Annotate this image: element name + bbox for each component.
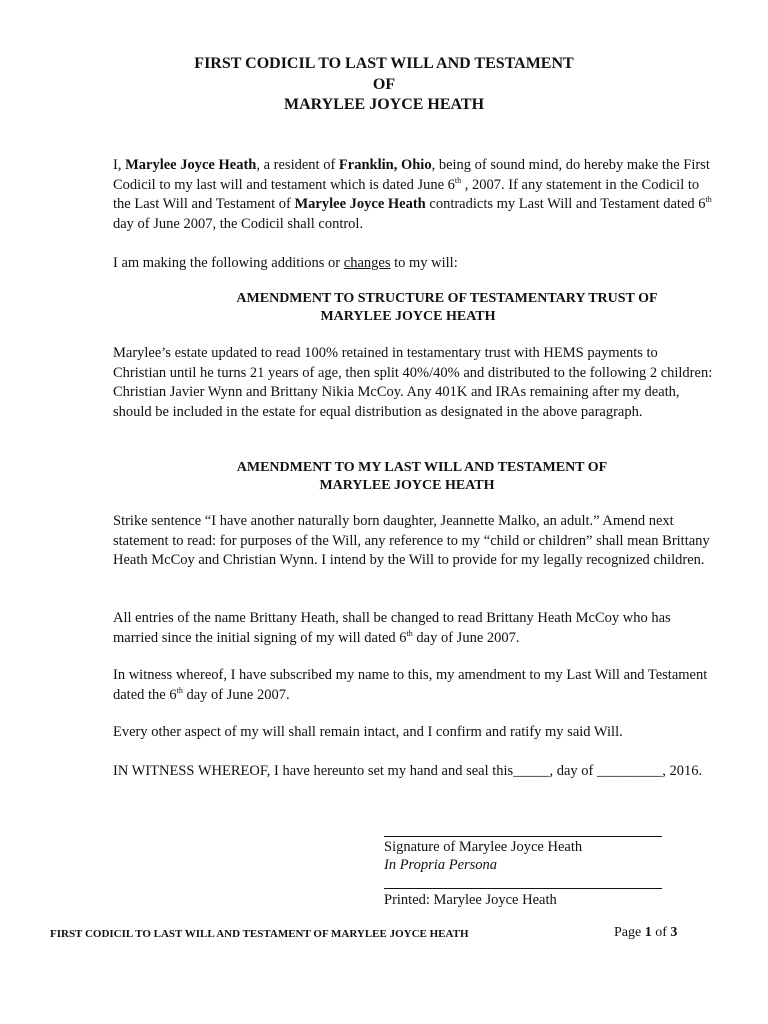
intro-text: , 2007. If any statement in the Codicil to the Last Will and Testament of [113, 176, 700, 213]
document-title-line1: FIRST CODICIL TO LAST WILL AND TESTAMENT [194, 55, 574, 72]
intro-text: day of June 2007, the Codicil shall control. [113, 215, 364, 232]
entries-text: day of June 2007. [412, 629, 520, 646]
printed-name-line [384, 888, 662, 889]
residence-place: Franklin, Ohio [338, 157, 432, 173]
footer-title: FIRST CODICIL TO LAST WILL AND TESTAMENT OF MARYLEE JOYCE HEATH [50, 928, 469, 940]
intro-text: , a resident of [256, 157, 339, 173]
propria-persona-label: In Propria Persona [384, 857, 498, 873]
amendment1-heading-line1: AMENDMENT TO STRUCTURE OF TESTAMENTARY TRUST OF [236, 291, 658, 306]
amendment2-heading-line2: MARYLEE JOYCE HEATH [319, 478, 495, 493]
witness-paragraph [113, 666, 713, 705]
amendment1-heading-line2: MARYLEE JOYCE HEATH [320, 309, 496, 324]
intro-text: , being of sound mind, do hereby make the First Codicil to my last will and testament which is dated June 6 [113, 157, 710, 193]
witness-text: In witness whereof, I have subscribed my name to this, my amendment to my Last Will and Testament dated the 6 [113, 667, 708, 703]
witness-text: day of June 2007. [182, 686, 290, 703]
changes-underlined: changes [343, 255, 391, 271]
ordinal-suffix: th [705, 195, 712, 205]
testator-name: Marylee Joyce Heath [125, 157, 257, 173]
amendment1-body: Marylee’s estate updated to read 100% retained in testamentary trust with HEMS payments to Christian until he turns 21 years of age, then split 40%/40% and distributed to the following 2 children: Christian Javier Wynn and Brittany Nikia McCoy. Any 401K and IRAs remaining after my death, should be included in the estate for equal distribution as designated in the above paragraph. [113, 345, 713, 420]
changes-text: I am making the following additions or [113, 255, 344, 271]
entries-paragraph [113, 609, 713, 648]
entries-text: All entries of the name Brittany Heath, shall be changed to read Brittany Heath McCoy who has married since the initial signing of my will dated 6 [113, 610, 671, 646]
intro-text: I, [113, 157, 126, 173]
printed-name-label: Printed: Marylee Joyce Heath [384, 892, 557, 908]
ratify-paragraph: Every other aspect of my will shall remain intact, and I confirm and ratify my said Will. [113, 724, 623, 740]
intro-paragraph [113, 156, 713, 234]
page-of-label: of [651, 925, 671, 940]
document-title-line2: OF [372, 76, 396, 93]
signature-line [384, 836, 662, 837]
document-title-line3: MARYLEE JOYCE HEATH [283, 96, 485, 113]
page-indicator [614, 925, 677, 941]
page-total: 3 [670, 925, 678, 940]
testator-name: Marylee Joyce Heath [294, 196, 426, 213]
page-label: Page [614, 925, 645, 940]
signature-label: Signature of Marylee Joyce Heath [384, 839, 583, 855]
changes-paragraph [113, 254, 713, 274]
ordinal-suffix: th [176, 685, 183, 695]
page-number: 1 [644, 925, 652, 940]
amendment2-heading-line1: AMENDMENT TO MY LAST WILL AND TESTAMENT OF [236, 460, 608, 475]
ordinal-suffix: th [454, 175, 462, 185]
changes-text: to my will: [390, 255, 458, 271]
ordinal-suffix: th [406, 628, 413, 638]
intro-text: contradicts my Last Will and Testament dated 6 [425, 196, 706, 213]
amendment2-body: Strike sentence “I have another naturally born daughter, Jeannette Malko, an adult.” Amend next statement to read: for purposes of the Will, any reference to my “child or children” shall mean Brittany Heath McCoy and Christian Wynn. I intend by the Will to provide for my legally recognized children. [113, 513, 710, 569]
witness-whereof-paragraph: IN WITNESS WHEREOF, I have hereunto set my hand and seal this_____, day of _________, 2016. [113, 763, 703, 779]
